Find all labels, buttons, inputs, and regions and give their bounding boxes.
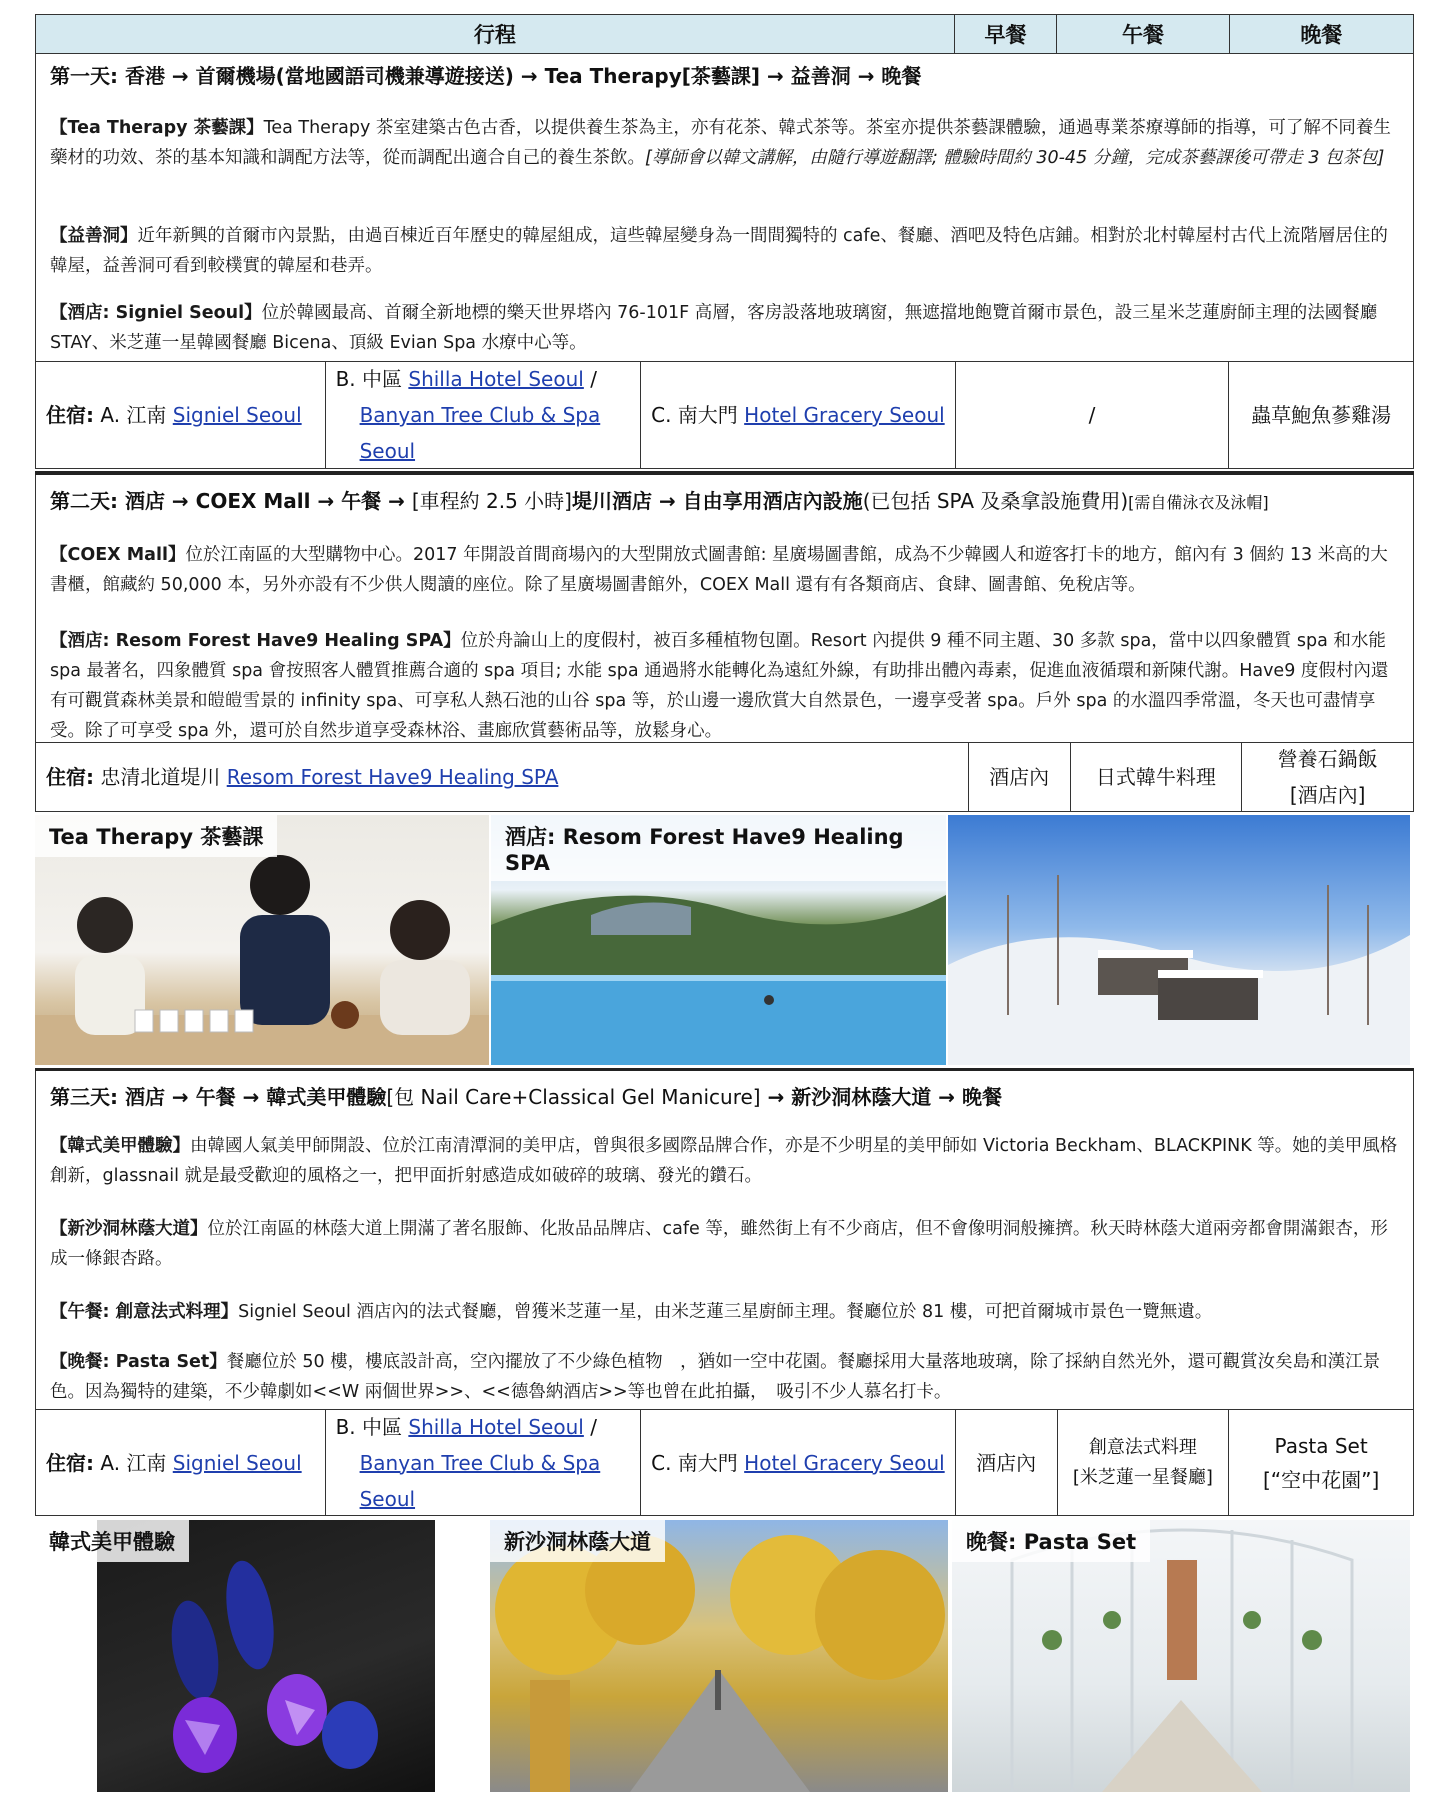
header-lunch: 午餐 xyxy=(1057,15,1229,53)
day1-lunch-cell xyxy=(956,362,1230,468)
stay-c-area: C. 南大門 xyxy=(651,1450,738,1475)
tea-therapy-photo xyxy=(35,815,489,1065)
stay-label: 住宿: xyxy=(46,1450,94,1475)
day2-dinner-cell xyxy=(1242,743,1413,811)
resom-caption: 酒店: Resom Forest Have9 Healing SPA xyxy=(491,815,946,881)
header-breakfast: 早餐 xyxy=(955,15,1058,53)
day3-lunch-cell xyxy=(1058,1410,1230,1515)
coex-text: 位於江南區的大型購物中心。2017 年開設首間商場內的大型開放式圖書館: 星廣場圖書館，成為不少韓國人和遊客打卡的地方，館內有 3 個約 13 米高的大書櫃，館藏約 50,000 本，另外亦設有不少供人閱讀的座位。除了星廣場圖書館外，COEX Mall 還有有各類商店、食肆、圖書館、免稅店等。 xyxy=(50,545,1388,595)
day3-dinner-note: [“空中花園”] xyxy=(1262,1467,1380,1492)
day1-accommodation-row xyxy=(35,361,1414,469)
day1-lunch: / xyxy=(1088,403,1096,427)
day2-accommodation-row xyxy=(35,742,1414,812)
tea-therapy-text: Tea Therapy 茶室建築古色古香，以提供養生茶為主，亦有花茶、韓式茶等。茶室亦提供茶藝課體驗，通過專業茶療導師的指導，可了解不同養生藥材的功效、茶的基本知識和調配方法等，從而調配出適合自己的養生茶飲。 xyxy=(50,118,1391,168)
day3-dinner-main: Pasta Set xyxy=(1274,1433,1368,1458)
day3-stay-a-cell xyxy=(36,1410,326,1515)
day1-hotel-paragraph xyxy=(50,298,1405,358)
garosu-text: 位於江南區的林蔭大道上開滿了著名服飾、化妝品品牌店、cafe 等，雖然街上有不少商店，但不會像明洞般擁擠。秋天時林蔭大道兩旁都會開滿銀杏，形成一條銀杏路。 xyxy=(50,1219,1388,1269)
tea-therapy-caption: Tea Therapy 茶藝課 xyxy=(35,815,277,857)
day1-stay-b-cell xyxy=(326,362,642,468)
day3-lunch-note: [米芝蓮一星餐廳] xyxy=(1072,1466,1213,1488)
slash: / xyxy=(590,367,597,391)
day3-dinner-cell xyxy=(1229,1410,1413,1515)
garosu-caption: 新沙洞林蔭大道 xyxy=(490,1520,665,1562)
day2-title xyxy=(50,485,1410,514)
hotel-gracery-link[interactable]: Hotel Gracery Seoul xyxy=(744,403,945,427)
pasta-set-photo xyxy=(952,1520,1410,1792)
tea-therapy-label: 【Tea Therapy 茶藝課】 xyxy=(50,118,264,138)
day2-coex-paragraph xyxy=(50,540,1405,600)
day3-garosu-paragraph xyxy=(50,1214,1405,1274)
stay-b-area: B. 中區 xyxy=(335,367,403,391)
ikseon-label: 【益善洞】 xyxy=(50,226,138,246)
header-itinerary: 行程 xyxy=(36,15,955,53)
signiel-text: 位於韓國最高、首爾全新地標的樂天世界塔內 76-101F 高層，客房設落地玻璃窗，無遮擋地飽覽首爾市景色，設三星米芝蓮廚師主理的法國餐廳 STAY、米芝蓮一星韓國餐廳 Bicena、頂級 Evian Spa 水療中心等。 xyxy=(50,303,1378,353)
signiel-label: 【酒店: Signiel Seoul】 xyxy=(50,303,262,323)
coex-label: 【COEX Mall】 xyxy=(50,545,186,565)
day1-title: 第一天: 香港 → 首爾機場(當地國語司機兼導遊接送) → Tea Therapy[茶藝課] → 益善洞 → 晚餐 xyxy=(50,64,922,88)
banyan-tree-link[interactable]: Banyan Tree Club & Spa Seoul xyxy=(359,403,601,463)
day2-lunch: 日式韓牛料理 xyxy=(1095,765,1216,789)
day3-title-route: 第三天: 酒店 → 午餐 → 韓式美甲體驗 xyxy=(50,1085,387,1109)
day2-title-route: 第二天: 酒店 → COEX Mall → 午餐 → xyxy=(50,489,405,513)
day3-lunch-paragraph xyxy=(50,1297,1405,1327)
day2-stay-place: 忠清北道堤川 xyxy=(100,765,221,789)
hotel-gracery-link[interactable]: Hotel Gracery Seoul xyxy=(744,1450,945,1475)
nail-photo xyxy=(35,1520,435,1792)
stay-label: 住宿: xyxy=(46,403,94,427)
garosu-label: 【新沙洞林蔭大道】 xyxy=(50,1219,208,1239)
dinner-text: 餐廳位於 50 樓，樓底設計高，空內擺放了不少綠色植物 ，猶如一空中花園。餐廳採用大量落地玻璃，除了採納自然光外，還可觀賞汝矣島和漢江景色。因為獨特的建築，不少韓劇如<<W 兩個世界>>、<<德魯納酒店>>等也曾在此拍攝， 吸引不少人慕名打卡。 xyxy=(50,1352,1381,1402)
nail-text: 由韓國人氣美甲師開設、位於江南清潭洞的美甲店，曾與很多國際品牌合作，亦是不少明星的美甲師如 Victoria Beckham、BLACKPINK 等。她的美甲風格創新，glassnail 就是最受歡迎的風格之一，把甲面折射感造成如破碎的玻璃、發光的鑽石。 xyxy=(50,1136,1398,1186)
day2-breakfast-cell xyxy=(969,743,1071,811)
day3-lunch-main: 創意法式料理 xyxy=(1088,1436,1197,1458)
ikseon-text: 近年新興的首爾市內景點，由過百棟近百年歷史的韓屋組成，這些韓屋變身為一間間獨特的 cafe、餐廳、酒吧及特色店鋪。相對於北村韓屋村古代上流階層居住的韓屋，益善洞可看到較樸實的韓屋和巷弄。 xyxy=(50,226,1388,276)
snow-villa-illustration xyxy=(948,815,1410,1065)
day3-dinner-paragraph xyxy=(50,1347,1405,1407)
day3-stay-b-cell xyxy=(326,1410,642,1515)
day2-lunch-cell xyxy=(1071,743,1243,811)
day2-breakfast: 酒店內 xyxy=(989,765,1050,789)
day2-title-included: (已包括 SPA 及桑拿設施費用) xyxy=(862,489,1129,513)
slash: / xyxy=(590,1414,597,1439)
day2-title-swimwear: [需自備泳衣及泳帽] xyxy=(1128,493,1269,512)
header-dinner: 晚餐 xyxy=(1300,23,1343,47)
day3-title-end: → 新沙洞林蔭大道 → 晚餐 xyxy=(767,1085,1002,1109)
day1-ikseon-paragraph xyxy=(50,221,1405,281)
day3-stay-c-cell xyxy=(641,1410,956,1515)
stay-label: 住宿: xyxy=(46,765,94,789)
day1-dinner: 蟲草鮑魚蔘雞湯 xyxy=(1251,403,1392,427)
shilla-hotel-link[interactable]: Shilla Hotel Seoul xyxy=(408,367,584,391)
day1-dinner-cell xyxy=(1229,362,1413,468)
day3-breakfast: 酒店內 xyxy=(976,1450,1037,1475)
day3-nail-paragraph xyxy=(50,1131,1405,1191)
stay-a-area: A. 江南 xyxy=(100,1450,167,1475)
resom-snow-photo xyxy=(948,815,1410,1065)
day2-title-drive: [車程約 2.5 小時] xyxy=(411,489,572,513)
day3-title-package: [包 Nail Care+Classical Gel Manicure] xyxy=(386,1085,761,1109)
day3-accommodation-row xyxy=(35,1409,1414,1516)
stay-a-area: A. 江南 xyxy=(100,403,167,427)
day2-resom-paragraph xyxy=(50,626,1405,746)
day3-breakfast-cell xyxy=(956,1410,1058,1515)
nail-caption: 韓式美甲體驗 xyxy=(35,1520,189,1562)
shilla-hotel-link[interactable]: Shilla Hotel Seoul xyxy=(408,1414,584,1439)
day2-dinner-main: 營養石鍋飯 xyxy=(1277,747,1378,771)
banyan-tree-link[interactable]: Banyan Tree Club & Spa Seoul xyxy=(359,1450,601,1511)
signiel-seoul-link[interactable]: Signiel Seoul xyxy=(172,1450,302,1475)
resom-forest-link[interactable]: Resom Forest Have9 Healing SPA xyxy=(226,765,559,789)
day2-stay-cell xyxy=(36,743,969,811)
lunch-text: Signiel Seoul 酒店內的法式餐廳，曾獲米芝蓮一星，由米芝蓮三星廚師主理。餐廳位於 81 樓，可把首爾城市景色一覽無遺。 xyxy=(238,1302,1213,1322)
lunch-label: 【午餐: 創意法式料理】 xyxy=(50,1302,239,1322)
day1-stay-a-cell xyxy=(36,362,326,468)
dinner-label: 【晚餐: Pasta Set】 xyxy=(50,1352,227,1372)
nail-label: 【韓式美甲體驗】 xyxy=(50,1136,190,1156)
pasta-set-caption: 晚餐: Pasta Set xyxy=(952,1520,1150,1562)
signiel-seoul-link[interactable]: Signiel Seoul xyxy=(172,403,302,427)
day2-dinner-note: [酒店內] xyxy=(1289,783,1366,807)
garosu-photo xyxy=(490,1520,948,1792)
resom-label: 【酒店: Resom Forest Have9 Healing SPA】 xyxy=(50,631,461,651)
tea-therapy-note: [導師會以韓文講解，由隨行導遊翻譯; 體驗時間約 30-45 分鐘，完成茶藝課後可帶走 3 包茶包] xyxy=(645,148,1385,168)
day1-tea-therapy-paragraph xyxy=(50,113,1405,173)
resom-infinity-pool-photo xyxy=(491,815,946,1065)
schedule-header-row xyxy=(35,14,1414,54)
day2-title-hotel: 堤川酒店 → 自由享用酒店內設施 xyxy=(572,489,863,513)
day1-stay-c-cell xyxy=(641,362,956,468)
day3-title xyxy=(50,1081,1410,1110)
stay-b-area: B. 中區 xyxy=(335,1414,403,1439)
resom-text: 位於舟論山上的度假村，被百多種植物包圍。Resort 內提供 9 種不同主題、30 多款 spa，當中以四象體質 spa 和水能 spa 最著名，四象體質 spa 會按照客人體質推薦合適的 spa 項目; 水能 spa 通過將水能轉化為遠紅外線，有助排出體內毒素，促進血液循環和新陳代謝。Have9 度假村內還有可觀賞森林美景和皚皚雪景的 infinity spa、可享私人熱石池的山谷 spa 等，於山邊一邊欣賞大自然景色，一邊享受著 spa。戶外 spa 的水溫四季常溫，冬天也可盡情享受。除了可享受 spa 外，還可於自然步道享受森林浴、畫廊欣賞藝術品等，放鬆身心。 xyxy=(50,631,1389,741)
stay-c-area: C. 南大門 xyxy=(651,403,738,427)
